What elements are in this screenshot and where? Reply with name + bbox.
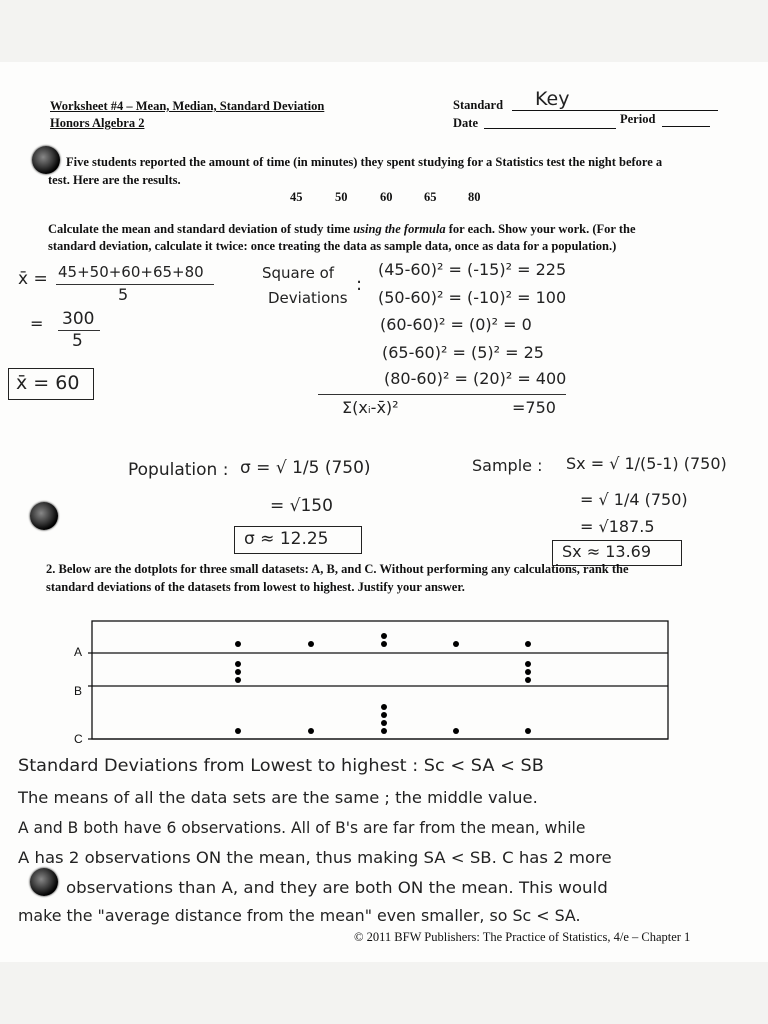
worksheet-title: Worksheet #4 – Mean, Median, Standard Deviation (50, 99, 325, 113)
den-5: 5 (72, 331, 83, 351)
dot-a (381, 633, 387, 639)
period-label: Period (620, 112, 656, 126)
dot-a (525, 641, 531, 647)
dot-b (235, 661, 241, 667)
answer-line: Standard Deviations from Lowest to highest : Sc < SA < SB (18, 756, 544, 776)
deviation-row: (45-60)² = (-15)² = 225 (378, 260, 567, 279)
standard-value: Key (535, 88, 570, 110)
dot-b (235, 677, 241, 683)
answer-line: make the "average distance from the mean" even smaller, so Sc < SA. (18, 906, 581, 925)
dot-c (308, 728, 314, 734)
dot-a (453, 641, 459, 647)
pop-formula: σ = √ 1/5 (750) (240, 458, 371, 478)
standard-label: Standard (453, 98, 504, 112)
sum-numerator: 45+50+60+65+80 (58, 263, 204, 281)
samp-line3: = √187.5 (580, 517, 655, 536)
dot-b (525, 661, 531, 667)
dotplot-label-a: A (74, 645, 83, 659)
data-value: 45 (290, 190, 303, 204)
sum-label: Σ(xᵢ-x̄)² (342, 398, 399, 417)
course-name: Honors Algebra 2 (50, 116, 145, 130)
deviation-row: (80-60)² = (20)² = 400 (384, 369, 567, 388)
data-value: 65 (424, 190, 437, 204)
dot-a (381, 641, 387, 647)
mean-result: x̄ = 60 (16, 372, 80, 394)
colon: : (356, 274, 363, 295)
answer-line: A and B both have 6 observations. All of B's are far from the mean, while (18, 818, 586, 837)
deviation-row: (60-60)² = (0)² = 0 (380, 315, 532, 334)
dot-b (525, 677, 531, 683)
deviation-row: (50-60)² = (-10)² = 100 (378, 288, 567, 307)
dotplot-dots (235, 633, 531, 734)
answer-line: The means of all the data sets are the same ; the middle value. (18, 788, 538, 807)
num-300: 300 (62, 309, 95, 329)
problem1-instructions: Calculate the mean and standard deviation of study time using the formula for each. Show your work. (For the (48, 222, 636, 236)
sum-value: =750 (512, 398, 556, 417)
problem2-text-cont: standard deviations of the datasets from lowest to highest. Justify your answer. (46, 580, 465, 594)
deviation-row: (65-60)² = (5)² = 25 (382, 343, 544, 362)
samp-line2: = √ 1/4 (750) (580, 490, 688, 509)
dot-b (235, 669, 241, 675)
problem1-intro-cont: test. Here are the results. (48, 173, 181, 187)
dot-c (381, 728, 387, 734)
xbar-label: x̄ = (18, 269, 48, 289)
dot-c (381, 704, 387, 710)
dot-b (525, 669, 531, 675)
dot-c (235, 728, 241, 734)
copyright-footer: © 2011 BFW Publishers: The Practice of Statistics, 4/e – Chapter 1 (354, 930, 691, 944)
sample-label: Sample : (472, 456, 543, 475)
dotplot-label-b: B (74, 684, 83, 698)
dot-a (235, 641, 241, 647)
samp-formula: Sx = √ 1/(5-1) (750) (566, 454, 727, 473)
sq-dev-label-2: Deviations (268, 289, 348, 307)
equals-sign: = (30, 314, 44, 333)
answer-line: A has 2 observations ON the mean, thus making SA < SB. C has 2 more (18, 848, 612, 867)
samp-result: Sx ≈ 13.69 (562, 542, 652, 561)
dot-a (308, 641, 314, 647)
dot-c (453, 728, 459, 734)
dot-c (525, 728, 531, 734)
data-value: 60 (380, 190, 393, 204)
problem1-instructions-cont: standard deviation, calculate it twice: once treating the data as sample data, once as data for a population.) (48, 239, 617, 253)
pop-result: σ ≈ 12.25 (244, 529, 329, 549)
problem1-intro: Five students reported the amount of time (in minutes) they spent studying for a Statistics test the night before a (66, 155, 663, 169)
dot-c (381, 712, 387, 718)
dot-c (381, 720, 387, 726)
problem2-text: 2. Below are the dotplots for three small datasets: A, B, and C. Without performing any calculations, rank the (46, 562, 629, 576)
dotplot-frame (92, 621, 668, 739)
sq-dev-label: Square of (262, 264, 335, 282)
data-value: 50 (335, 190, 348, 204)
data-value: 80 (468, 190, 481, 204)
pop-sqrt: = √150 (270, 496, 333, 516)
answer-line: observations than A, and they are both ON the mean. This would (66, 878, 608, 897)
date-label: Date (453, 116, 478, 130)
sum-denominator: 5 (118, 285, 129, 304)
population-label: Population : (128, 460, 229, 480)
dotplot-label-c: C (74, 732, 83, 746)
